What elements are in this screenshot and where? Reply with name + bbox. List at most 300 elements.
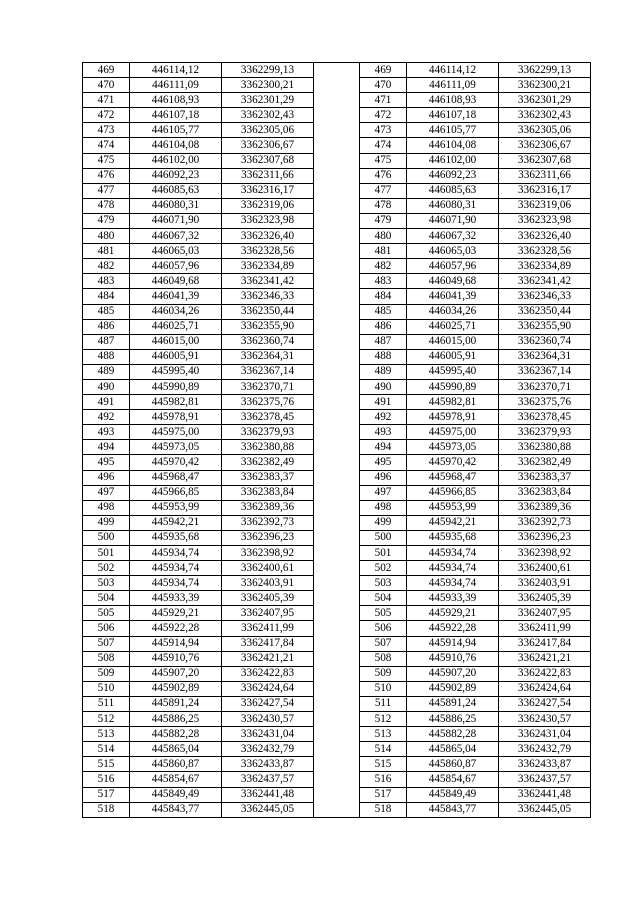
left-y-coordinate-cell: 3362400,61 [222,561,314,576]
left-y-coordinate-cell: 3362328,56 [222,244,314,259]
left-x-coordinate-cell: 445990,89 [130,379,222,394]
table-row [83,289,591,304]
left-point-number-cell: 478 [83,198,130,213]
column-gap [314,379,360,394]
left-y-coordinate-cell: 3362427,54 [222,696,314,711]
right-point-number-cell: 518 [360,802,407,817]
right-point-number-cell: 471 [360,93,407,108]
right-point-number-cell: 484 [360,289,407,304]
table-row [83,319,591,334]
table-row [83,379,591,394]
right-x-coordinate-cell: 446065,03 [407,244,499,259]
column-gap [314,138,360,153]
left-x-coordinate-cell: 445914,94 [130,636,222,651]
right-point-number-cell: 474 [360,138,407,153]
right-point-number-cell: 505 [360,606,407,621]
left-point-number-cell: 495 [83,455,130,470]
column-gap [314,425,360,440]
table-row [83,606,591,621]
right-y-coordinate-cell: 3362375,76 [499,395,591,410]
column-gap [314,440,360,455]
right-point-number-cell: 482 [360,259,407,274]
left-point-number-cell: 481 [83,244,130,259]
left-y-coordinate-cell: 3362319,06 [222,198,314,213]
column-gap [314,621,360,636]
left-point-number-cell: 491 [83,395,130,410]
table-row [83,757,591,772]
right-x-coordinate-cell: 445902,89 [407,681,499,696]
left-point-number-cell: 513 [83,727,130,742]
left-point-number-cell: 514 [83,742,130,757]
left-x-coordinate-cell: 446057,96 [130,259,222,274]
right-x-coordinate-cell: 446108,93 [407,93,499,108]
table-row [83,259,591,274]
left-x-coordinate-cell: 446108,93 [130,93,222,108]
left-point-number-cell: 492 [83,410,130,425]
column-gap [314,198,360,213]
right-x-coordinate-cell: 446092,23 [407,168,499,183]
left-point-number-cell: 503 [83,576,130,591]
right-y-coordinate-cell: 3362403,91 [499,576,591,591]
left-point-number-cell: 479 [83,213,130,228]
table-row [83,485,591,500]
left-x-coordinate-cell: 445982,81 [130,395,222,410]
right-point-number-cell: 489 [360,364,407,379]
column-gap [314,168,360,183]
right-x-coordinate-cell: 445849,49 [407,787,499,802]
left-y-coordinate-cell: 3362307,68 [222,153,314,168]
column-gap [314,229,360,244]
right-x-coordinate-cell: 446049,68 [407,274,499,289]
left-point-number-cell: 518 [83,802,130,817]
left-y-coordinate-cell: 3362431,04 [222,727,314,742]
left-x-coordinate-cell: 445891,24 [130,696,222,711]
left-y-coordinate-cell: 3362334,89 [222,259,314,274]
table-row [83,530,591,545]
table-row [83,334,591,349]
column-gap [314,666,360,681]
right-y-coordinate-cell: 3362383,37 [499,470,591,485]
left-y-coordinate-cell: 3362299,13 [222,63,314,78]
right-x-coordinate-cell: 446107,18 [407,108,499,123]
left-point-number-cell: 510 [83,681,130,696]
table-row [83,78,591,93]
column-gap [314,576,360,591]
table-row [83,500,591,515]
table-row [83,772,591,787]
right-point-number-cell: 501 [360,546,407,561]
left-x-coordinate-cell: 445995,40 [130,364,222,379]
right-x-coordinate-cell: 446034,26 [407,304,499,319]
right-y-coordinate-cell: 3362396,23 [499,530,591,545]
right-point-number-cell: 517 [360,787,407,802]
right-y-coordinate-cell: 3362422,83 [499,666,591,681]
left-y-coordinate-cell: 3362375,76 [222,395,314,410]
left-y-coordinate-cell: 3362417,84 [222,636,314,651]
left-x-coordinate-cell: 446015,00 [130,334,222,349]
right-x-coordinate-cell: 445968,47 [407,470,499,485]
left-x-coordinate-cell: 445886,25 [130,712,222,727]
right-point-number-cell: 504 [360,591,407,606]
right-x-coordinate-cell: 445929,21 [407,606,499,621]
right-point-number-cell: 491 [360,395,407,410]
right-x-coordinate-cell: 446105,77 [407,123,499,138]
right-point-number-cell: 503 [360,576,407,591]
right-x-coordinate-cell: 446067,32 [407,229,499,244]
right-x-coordinate-cell: 446071,90 [407,213,499,228]
right-y-coordinate-cell: 3362427,54 [499,696,591,711]
column-gap [314,757,360,772]
left-x-coordinate-cell: 445934,74 [130,576,222,591]
table-row [83,712,591,727]
right-point-number-cell: 498 [360,500,407,515]
right-x-coordinate-cell: 446015,00 [407,334,499,349]
left-point-number-cell: 490 [83,379,130,394]
left-y-coordinate-cell: 3362305,06 [222,123,314,138]
right-y-coordinate-cell: 3362301,29 [499,93,591,108]
right-x-coordinate-cell: 445860,87 [407,757,499,772]
right-y-coordinate-cell: 3362305,06 [499,123,591,138]
left-x-coordinate-cell: 446071,90 [130,213,222,228]
table-row [83,198,591,213]
right-y-coordinate-cell: 3362398,92 [499,546,591,561]
left-point-number-cell: 489 [83,364,130,379]
left-y-coordinate-cell: 3362411,99 [222,621,314,636]
table-row [83,546,591,561]
left-x-coordinate-cell: 446092,23 [130,168,222,183]
left-x-coordinate-cell: 446025,71 [130,319,222,334]
left-y-coordinate-cell: 3362301,29 [222,93,314,108]
right-y-coordinate-cell: 3362383,84 [499,485,591,500]
column-gap [314,349,360,364]
table-row [83,63,591,78]
left-point-number-cell: 471 [83,93,130,108]
left-point-number-cell: 475 [83,153,130,168]
right-point-number-cell: 478 [360,198,407,213]
left-point-number-cell: 509 [83,666,130,681]
right-point-number-cell: 481 [360,244,407,259]
right-point-number-cell: 492 [360,410,407,425]
coordinate-table [82,62,591,818]
left-point-number-cell: 511 [83,696,130,711]
left-y-coordinate-cell: 3362430,57 [222,712,314,727]
column-gap [314,213,360,228]
column-gap [314,93,360,108]
left-y-coordinate-cell: 3362396,23 [222,530,314,545]
left-x-coordinate-cell: 446105,77 [130,123,222,138]
right-y-coordinate-cell: 3362441,48 [499,787,591,802]
right-y-coordinate-cell: 3362350,44 [499,304,591,319]
right-x-coordinate-cell: 445886,25 [407,712,499,727]
left-x-coordinate-cell: 445933,39 [130,591,222,606]
left-point-number-cell: 472 [83,108,130,123]
right-y-coordinate-cell: 3362382,49 [499,455,591,470]
left-y-coordinate-cell: 3362379,93 [222,425,314,440]
right-y-coordinate-cell: 3362378,45 [499,410,591,425]
right-point-number-cell: 469 [360,63,407,78]
left-point-number-cell: 500 [83,530,130,545]
right-point-number-cell: 493 [360,425,407,440]
right-x-coordinate-cell: 445990,89 [407,379,499,394]
left-y-coordinate-cell: 3362370,71 [222,379,314,394]
right-x-coordinate-cell: 446041,39 [407,289,499,304]
left-x-coordinate-cell: 446102,00 [130,153,222,168]
right-point-number-cell: 479 [360,213,407,228]
left-point-number-cell: 474 [83,138,130,153]
right-point-number-cell: 490 [360,379,407,394]
right-point-number-cell: 499 [360,515,407,530]
right-y-coordinate-cell: 3362431,04 [499,727,591,742]
column-gap [314,63,360,78]
left-y-coordinate-cell: 3362367,14 [222,364,314,379]
left-y-coordinate-cell: 3362392,73 [222,515,314,530]
right-point-number-cell: 488 [360,349,407,364]
column-gap [314,319,360,334]
right-x-coordinate-cell: 446057,96 [407,259,499,274]
left-point-number-cell: 476 [83,168,130,183]
column-gap [314,183,360,198]
left-point-number-cell: 469 [83,63,130,78]
left-point-number-cell: 502 [83,561,130,576]
column-gap [314,304,360,319]
right-y-coordinate-cell: 3362364,31 [499,349,591,364]
left-x-coordinate-cell: 445882,28 [130,727,222,742]
left-y-coordinate-cell: 3362398,92 [222,546,314,561]
right-x-coordinate-cell: 445934,74 [407,546,499,561]
right-point-number-cell: 472 [360,108,407,123]
right-y-coordinate-cell: 3362392,73 [499,515,591,530]
left-point-number-cell: 485 [83,304,130,319]
right-x-coordinate-cell: 445995,40 [407,364,499,379]
left-point-number-cell: 497 [83,485,130,500]
right-y-coordinate-cell: 3362326,40 [499,229,591,244]
right-x-coordinate-cell: 446080,31 [407,198,499,213]
column-gap [314,515,360,530]
left-y-coordinate-cell: 3362355,90 [222,319,314,334]
column-gap [314,727,360,742]
right-x-coordinate-cell: 445973,05 [407,440,499,455]
right-x-coordinate-cell: 445914,94 [407,636,499,651]
table-row [83,395,591,410]
column-gap [314,530,360,545]
left-x-coordinate-cell: 445907,20 [130,666,222,681]
right-x-coordinate-cell: 445942,21 [407,515,499,530]
column-gap [314,591,360,606]
left-y-coordinate-cell: 3362323,98 [222,213,314,228]
left-x-coordinate-cell: 445860,87 [130,757,222,772]
table-row [83,455,591,470]
table-row [83,93,591,108]
table-row [83,229,591,244]
right-y-coordinate-cell: 3362302,43 [499,108,591,123]
table-row [83,727,591,742]
column-gap [314,78,360,93]
left-y-coordinate-cell: 3362380,88 [222,440,314,455]
right-point-number-cell: 480 [360,229,407,244]
right-point-number-cell: 486 [360,319,407,334]
left-x-coordinate-cell: 445942,21 [130,515,222,530]
column-gap [314,606,360,621]
right-y-coordinate-cell: 3362424,64 [499,681,591,696]
table-row [83,168,591,183]
left-y-coordinate-cell: 3362389,36 [222,500,314,515]
table-row [83,440,591,455]
left-x-coordinate-cell: 445922,28 [130,621,222,636]
left-y-coordinate-cell: 3362433,87 [222,757,314,772]
right-point-number-cell: 470 [360,78,407,93]
right-point-number-cell: 502 [360,561,407,576]
column-gap [314,410,360,425]
left-y-coordinate-cell: 3362378,45 [222,410,314,425]
table-row [83,470,591,485]
column-gap [314,636,360,651]
left-y-coordinate-cell: 3362326,40 [222,229,314,244]
left-y-coordinate-cell: 3362432,79 [222,742,314,757]
column-gap [314,712,360,727]
left-point-number-cell: 496 [83,470,130,485]
column-gap [314,395,360,410]
left-y-coordinate-cell: 3362422,83 [222,666,314,681]
left-y-coordinate-cell: 3362300,21 [222,78,314,93]
left-x-coordinate-cell: 445849,49 [130,787,222,802]
right-y-coordinate-cell: 3362328,56 [499,244,591,259]
column-gap [314,244,360,259]
table-row [83,621,591,636]
table-row [83,244,591,259]
right-y-coordinate-cell: 3362300,21 [499,78,591,93]
right-y-coordinate-cell: 3362360,74 [499,334,591,349]
left-point-number-cell: 477 [83,183,130,198]
right-y-coordinate-cell: 3362400,61 [499,561,591,576]
table-row [83,696,591,711]
left-x-coordinate-cell: 446085,63 [130,183,222,198]
left-x-coordinate-cell: 445973,05 [130,440,222,455]
column-gap [314,802,360,817]
right-y-coordinate-cell: 3362379,93 [499,425,591,440]
right-x-coordinate-cell: 445882,28 [407,727,499,742]
left-point-number-cell: 494 [83,440,130,455]
left-y-coordinate-cell: 3362383,37 [222,470,314,485]
right-y-coordinate-cell: 3362433,87 [499,757,591,772]
left-x-coordinate-cell: 445953,99 [130,500,222,515]
left-point-number-cell: 493 [83,425,130,440]
right-y-coordinate-cell: 3362405,39 [499,591,591,606]
right-x-coordinate-cell: 445891,24 [407,696,499,711]
left-point-number-cell: 501 [83,546,130,561]
right-x-coordinate-cell: 445970,42 [407,455,499,470]
left-point-number-cell: 498 [83,500,130,515]
right-x-coordinate-cell: 445854,67 [407,772,499,787]
left-y-coordinate-cell: 3362445,05 [222,802,314,817]
left-x-coordinate-cell: 446107,18 [130,108,222,123]
right-point-number-cell: 476 [360,168,407,183]
column-gap [314,696,360,711]
right-y-coordinate-cell: 3362311,66 [499,168,591,183]
right-point-number-cell: 494 [360,440,407,455]
table-row [83,681,591,696]
table-row [83,742,591,757]
right-x-coordinate-cell: 445865,04 [407,742,499,757]
column-gap [314,772,360,787]
right-x-coordinate-cell: 445966,85 [407,485,499,500]
right-x-coordinate-cell: 445907,20 [407,666,499,681]
left-point-number-cell: 484 [83,289,130,304]
right-x-coordinate-cell: 445910,76 [407,651,499,666]
right-point-number-cell: 515 [360,757,407,772]
table-row [83,515,591,530]
left-y-coordinate-cell: 3362382,49 [222,455,314,470]
left-x-coordinate-cell: 446065,03 [130,244,222,259]
right-y-coordinate-cell: 3362380,88 [499,440,591,455]
left-x-coordinate-cell: 446067,32 [130,229,222,244]
left-x-coordinate-cell: 446111,09 [130,78,222,93]
right-y-coordinate-cell: 3362299,13 [499,63,591,78]
right-point-number-cell: 509 [360,666,407,681]
right-y-coordinate-cell: 3362445,05 [499,802,591,817]
left-x-coordinate-cell: 445902,89 [130,681,222,696]
column-gap [314,123,360,138]
table-row [83,153,591,168]
left-point-number-cell: 487 [83,334,130,349]
right-point-number-cell: 500 [360,530,407,545]
right-point-number-cell: 516 [360,772,407,787]
right-y-coordinate-cell: 3362417,84 [499,636,591,651]
right-y-coordinate-cell: 3362307,68 [499,153,591,168]
column-gap [314,274,360,289]
left-y-coordinate-cell: 3362364,31 [222,349,314,364]
table-row [83,213,591,228]
left-x-coordinate-cell: 446114,12 [130,63,222,78]
left-x-coordinate-cell: 446034,26 [130,304,222,319]
column-gap [314,455,360,470]
right-y-coordinate-cell: 3362355,90 [499,319,591,334]
left-point-number-cell: 480 [83,229,130,244]
right-point-number-cell: 507 [360,636,407,651]
left-point-number-cell: 507 [83,636,130,651]
column-gap [314,546,360,561]
left-y-coordinate-cell: 3362403,91 [222,576,314,591]
left-x-coordinate-cell: 446041,39 [130,289,222,304]
left-x-coordinate-cell: 445854,67 [130,772,222,787]
table-row [83,425,591,440]
right-x-coordinate-cell: 446005,91 [407,349,499,364]
left-point-number-cell: 482 [83,259,130,274]
right-point-number-cell: 495 [360,455,407,470]
left-x-coordinate-cell: 445843,77 [130,802,222,817]
right-y-coordinate-cell: 3362334,89 [499,259,591,274]
right-x-coordinate-cell: 445934,74 [407,576,499,591]
right-y-coordinate-cell: 3362370,71 [499,379,591,394]
right-x-coordinate-cell: 446104,08 [407,138,499,153]
left-point-number-cell: 508 [83,651,130,666]
table-row [83,349,591,364]
left-x-coordinate-cell: 446080,31 [130,198,222,213]
table-row [83,183,591,198]
left-y-coordinate-cell: 3362437,57 [222,772,314,787]
left-point-number-cell: 505 [83,606,130,621]
left-y-coordinate-cell: 3362405,39 [222,591,314,606]
right-point-number-cell: 506 [360,621,407,636]
left-y-coordinate-cell: 3362311,66 [222,168,314,183]
right-point-number-cell: 514 [360,742,407,757]
left-point-number-cell: 499 [83,515,130,530]
right-y-coordinate-cell: 3362346,33 [499,289,591,304]
right-x-coordinate-cell: 446025,71 [407,319,499,334]
left-x-coordinate-cell: 445910,76 [130,651,222,666]
column-gap [314,108,360,123]
table-row [83,108,591,123]
column-gap [314,561,360,576]
